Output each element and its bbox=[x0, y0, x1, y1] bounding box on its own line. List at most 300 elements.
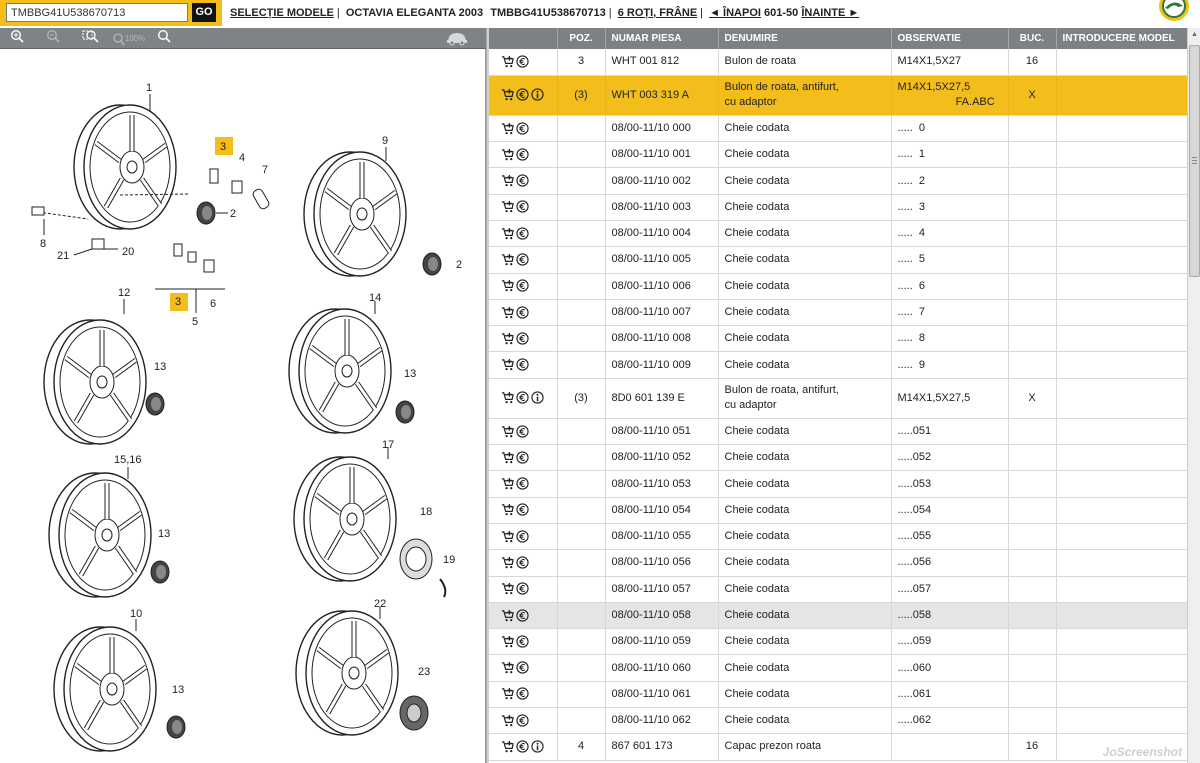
cell-part-number: 8D0 601 139 E bbox=[605, 378, 718, 418]
zoom-out-icon[interactable] bbox=[44, 29, 62, 48]
callout-label: 8 bbox=[40, 238, 47, 250]
vin-input[interactable] bbox=[6, 3, 188, 22]
cell-name: Cheie codata bbox=[718, 142, 891, 168]
cell-observation: ..... 2 bbox=[891, 168, 1008, 194]
watermark: JoScreenshot bbox=[1102, 745, 1182, 759]
row-actions bbox=[489, 655, 557, 681]
cell-part-number: 08/00-11/10 008 bbox=[605, 326, 718, 352]
cell-name: Cheie codata bbox=[718, 576, 891, 602]
cell-part-number: 08/00-11/10 061 bbox=[605, 681, 718, 707]
price-euro-icon[interactable] bbox=[516, 740, 531, 752]
add-to-cart-icon[interactable] bbox=[501, 556, 516, 568]
breadcrumb-vin: TMBBG41U538670713 bbox=[490, 7, 606, 19]
cell-qty bbox=[1008, 299, 1056, 325]
table-row[interactable] bbox=[489, 708, 1187, 734]
add-to-cart-icon[interactable] bbox=[501, 478, 516, 490]
cell-part-number: 08/00-11/10 054 bbox=[605, 497, 718, 523]
add-to-cart-icon[interactable] bbox=[501, 662, 516, 674]
cell-part-number: 08/00-11/10 002 bbox=[605, 168, 718, 194]
cell-qty bbox=[1008, 708, 1056, 734]
table-row[interactable] bbox=[489, 497, 1187, 523]
add-to-cart-icon[interactable] bbox=[501, 635, 516, 647]
callout-label: 3 bbox=[175, 296, 182, 308]
cell-model-intro bbox=[1056, 168, 1187, 194]
row-actions bbox=[489, 142, 557, 168]
cell-poz bbox=[557, 273, 605, 299]
cell-name: Cheie codata bbox=[718, 471, 891, 497]
breadcrumb-model: OCTAVIA ELEGANTA 2003 bbox=[345, 7, 484, 19]
add-to-cart-icon[interactable] bbox=[501, 583, 516, 595]
cell-name: Cheie codata bbox=[718, 299, 891, 325]
cell-part-number: 867 601 173 bbox=[605, 734, 718, 760]
add-to-cart-icon[interactable] bbox=[501, 451, 516, 463]
scroll-up-icon[interactable]: ▲ bbox=[1191, 31, 1198, 38]
cell-model-intro bbox=[1056, 326, 1187, 352]
zoom-100-button[interactable] bbox=[112, 29, 146, 48]
cell-name: Cheie codata bbox=[718, 168, 891, 194]
cell-poz: (3) bbox=[557, 378, 605, 418]
wheel-9 bbox=[304, 152, 406, 276]
cell-part-number: 08/00-11/10 055 bbox=[605, 523, 718, 549]
cell-poz bbox=[557, 602, 605, 628]
table-row[interactable] bbox=[489, 142, 1187, 168]
cell-observation: .....052 bbox=[891, 445, 1008, 471]
table-row[interactable] bbox=[489, 655, 1187, 681]
cell-model-intro bbox=[1056, 352, 1187, 378]
wheel-22 bbox=[296, 611, 398, 735]
table-row[interactable] bbox=[489, 418, 1187, 444]
callout-label: 13 bbox=[158, 528, 171, 540]
row-actions bbox=[489, 734, 557, 760]
cell-model-intro bbox=[1056, 629, 1187, 655]
add-to-cart-icon[interactable] bbox=[501, 55, 516, 67]
diagram-toolbar bbox=[0, 28, 486, 49]
add-to-cart-icon[interactable] bbox=[501, 609, 516, 621]
cell-poz bbox=[557, 142, 605, 168]
cell-name: Cheie codata bbox=[718, 629, 891, 655]
forward-link[interactable]: ÎNAINTE ► bbox=[801, 7, 860, 19]
add-to-cart-icon[interactable] bbox=[501, 530, 516, 542]
cell-model-intro bbox=[1056, 273, 1187, 299]
cell-name: Cheie codata bbox=[718, 115, 891, 141]
add-to-cart-icon[interactable] bbox=[501, 253, 516, 265]
add-to-cart-icon[interactable] bbox=[501, 89, 516, 101]
cell-qty bbox=[1008, 576, 1056, 602]
cell-name: Bulon de roata, antifurt, cu adaptor bbox=[718, 378, 891, 418]
table-row[interactable] bbox=[489, 734, 1187, 760]
wheel-17 bbox=[294, 457, 396, 581]
cell-part-number: 08/00-11/10 051 bbox=[605, 418, 718, 444]
cell-poz bbox=[557, 220, 605, 246]
info-icon[interactable] bbox=[531, 740, 546, 752]
cell-poz bbox=[557, 194, 605, 220]
price-euro-icon[interactable] bbox=[516, 530, 531, 542]
cell-qty bbox=[1008, 445, 1056, 471]
cell-part-number: 08/00-11/10 004 bbox=[605, 220, 718, 246]
table-header bbox=[489, 28, 1187, 49]
cell-qty: 16 bbox=[1008, 49, 1056, 75]
row-actions bbox=[489, 629, 557, 655]
cell-name: Capac prezon roata bbox=[718, 734, 891, 760]
row-actions bbox=[489, 168, 557, 194]
col-poz[interactable]: POZ. bbox=[557, 28, 605, 49]
add-to-cart-icon[interactable] bbox=[501, 359, 516, 371]
table-row[interactable] bbox=[489, 629, 1187, 655]
cell-observation: M14X1,5X27 bbox=[891, 49, 1008, 75]
skoda-logo bbox=[1154, 0, 1194, 26]
row-actions bbox=[489, 247, 557, 273]
row-actions bbox=[489, 194, 557, 220]
cell-part-number: 08/00-11/10 057 bbox=[605, 576, 718, 602]
cell-qty bbox=[1008, 471, 1056, 497]
price-euro-icon[interactable] bbox=[516, 55, 531, 67]
cell-qty bbox=[1008, 550, 1056, 576]
breadcrumb: SELECȚIE MODELE | OCTAVIA ELEGANTA 2003 TMBBG41U538670713 | 6 ROȚI, FRÂNE | ◄ ÎNAPOI 601-50 ÎNAINTE ► bbox=[230, 7, 860, 19]
cell-model-intro bbox=[1056, 194, 1187, 220]
breadcrumb-group[interactable]: 6 ROȚI, FRÂNE bbox=[617, 7, 698, 19]
callout-label: 19 bbox=[443, 554, 456, 566]
cell-name: Cheie codata bbox=[718, 247, 891, 273]
add-to-cart-icon[interactable] bbox=[501, 392, 516, 404]
cell-qty bbox=[1008, 326, 1056, 352]
row-actions bbox=[489, 326, 557, 352]
cell-model-intro bbox=[1056, 708, 1187, 734]
cell-observation bbox=[891, 734, 1008, 760]
price-euro-icon[interactable] bbox=[516, 714, 531, 726]
row-actions bbox=[489, 75, 557, 115]
callout-label: 21 bbox=[57, 250, 70, 262]
cell-qty bbox=[1008, 168, 1056, 194]
table-row[interactable] bbox=[489, 550, 1187, 576]
cell-qty bbox=[1008, 247, 1056, 273]
cell-poz bbox=[557, 681, 605, 707]
add-to-cart-icon[interactable] bbox=[501, 504, 516, 516]
cell-observation: ..... 0 bbox=[891, 115, 1008, 141]
row-actions bbox=[489, 497, 557, 523]
col-observation[interactable]: OBSERVATIE bbox=[891, 28, 1008, 49]
cell-part-number: 08/00-11/10 052 bbox=[605, 445, 718, 471]
cell-poz bbox=[557, 247, 605, 273]
scroll-thumb[interactable] bbox=[1189, 45, 1200, 277]
cell-poz bbox=[557, 655, 605, 681]
table-row[interactable] bbox=[489, 471, 1187, 497]
table-row[interactable] bbox=[489, 445, 1187, 471]
cell-model-intro bbox=[1056, 576, 1187, 602]
row-actions bbox=[489, 115, 557, 141]
cell-name: Cheie codata bbox=[718, 602, 891, 628]
parts-table bbox=[489, 28, 1187, 763]
cell-qty bbox=[1008, 523, 1056, 549]
add-to-cart-icon[interactable] bbox=[501, 122, 516, 134]
cell-name: Cheie codata bbox=[718, 418, 891, 444]
table-row[interactable] bbox=[489, 326, 1187, 352]
cell-qty: X bbox=[1008, 75, 1056, 115]
callout-label: 23 bbox=[418, 666, 431, 678]
cell-poz bbox=[557, 418, 605, 444]
table-row[interactable] bbox=[489, 299, 1187, 325]
wheel-10 bbox=[54, 627, 156, 751]
cell-model-intro bbox=[1056, 602, 1187, 628]
cell-observation: .....058 bbox=[891, 602, 1008, 628]
cell-part-number: 08/00-11/10 060 bbox=[605, 655, 718, 681]
add-to-cart-icon[interactable] bbox=[501, 332, 516, 344]
row-actions bbox=[489, 418, 557, 444]
row-actions bbox=[489, 220, 557, 246]
info-icon[interactable] bbox=[531, 392, 546, 404]
zoom-in-icon[interactable] bbox=[8, 29, 26, 48]
row-actions bbox=[489, 445, 557, 471]
price-euro-icon[interactable] bbox=[516, 662, 531, 674]
cell-observation: ..... 1 bbox=[891, 142, 1008, 168]
table-row[interactable] bbox=[489, 576, 1187, 602]
cell-poz bbox=[557, 445, 605, 471]
cell-model-intro bbox=[1056, 220, 1187, 246]
cell-name: Cheie codata bbox=[718, 220, 891, 246]
back-link[interactable]: ◄ ÎNAPOI bbox=[709, 7, 761, 19]
cell-name: Cheie codata bbox=[718, 326, 891, 352]
table-row[interactable] bbox=[489, 194, 1187, 220]
search-icon[interactable] bbox=[155, 29, 173, 48]
callout-label: 13 bbox=[172, 684, 185, 696]
cell-poz bbox=[557, 576, 605, 602]
cell-model-intro bbox=[1056, 418, 1187, 444]
cell-observation: ..... 7 bbox=[891, 299, 1008, 325]
table-row[interactable] bbox=[489, 273, 1187, 299]
table-row[interactable] bbox=[489, 75, 1187, 115]
price-euro-icon[interactable] bbox=[516, 425, 531, 437]
row-actions bbox=[489, 602, 557, 628]
go-button[interactable]: GO bbox=[192, 3, 216, 22]
price-euro-icon[interactable] bbox=[516, 609, 531, 621]
add-to-cart-icon[interactable] bbox=[501, 714, 516, 726]
col-model-intro[interactable]: INTRODUCERE MODEL bbox=[1056, 28, 1187, 49]
price-euro-icon[interactable] bbox=[516, 280, 531, 292]
table-row[interactable] bbox=[489, 681, 1187, 707]
cell-model-intro bbox=[1056, 445, 1187, 471]
cell-observation: .....060 bbox=[891, 655, 1008, 681]
price-euro-icon[interactable] bbox=[516, 478, 531, 490]
price-euro-icon[interactable] bbox=[516, 332, 531, 344]
cell-part-number: 08/00-11/10 059 bbox=[605, 629, 718, 655]
col-actions bbox=[489, 28, 557, 49]
price-euro-icon[interactable] bbox=[516, 359, 531, 371]
callout-label: 1 bbox=[146, 82, 153, 94]
add-to-cart-icon[interactable] bbox=[501, 201, 516, 213]
row-actions bbox=[489, 49, 557, 75]
table-scrollbar[interactable] bbox=[1187, 28, 1200, 763]
row-actions bbox=[489, 708, 557, 734]
cell-name: Bulon de roata bbox=[718, 49, 891, 75]
price-euro-icon[interactable] bbox=[516, 227, 531, 239]
table-row[interactable] bbox=[489, 49, 1187, 75]
row-actions bbox=[489, 550, 557, 576]
row-actions bbox=[489, 471, 557, 497]
cell-poz bbox=[557, 550, 605, 576]
cell-observation: .....053 bbox=[891, 471, 1008, 497]
cell-observation: ..... 5 bbox=[891, 247, 1008, 273]
cell-model-intro bbox=[1056, 497, 1187, 523]
row-actions bbox=[489, 378, 557, 418]
callout-label: 3 bbox=[220, 141, 227, 153]
cell-qty bbox=[1008, 602, 1056, 628]
wheel-illustration bbox=[0, 49, 486, 763]
table-row[interactable] bbox=[489, 168, 1187, 194]
cell-model-intro bbox=[1056, 247, 1187, 273]
cell-part-number: 08/00-11/10 056 bbox=[605, 550, 718, 576]
cell-qty bbox=[1008, 418, 1056, 444]
cell-observation: ..... 4 bbox=[891, 220, 1008, 246]
callout-label: 22 bbox=[374, 598, 387, 610]
add-to-cart-icon[interactable] bbox=[501, 306, 516, 318]
cell-poz bbox=[557, 497, 605, 523]
add-to-cart-icon[interactable] bbox=[501, 688, 516, 700]
cell-observation: .....062 bbox=[891, 708, 1008, 734]
cell-poz bbox=[557, 326, 605, 352]
zoom-100-label: 100% bbox=[124, 34, 146, 43]
price-euro-icon[interactable] bbox=[516, 392, 531, 404]
cell-model-intro bbox=[1056, 49, 1187, 75]
cell-poz bbox=[557, 299, 605, 325]
breadcrumb-code: 601-50 bbox=[764, 7, 799, 19]
info-icon[interactable] bbox=[531, 89, 546, 101]
cell-observation: M14X1,5X27,5 bbox=[891, 378, 1008, 418]
zoom-area-icon[interactable] bbox=[80, 29, 102, 48]
cell-qty bbox=[1008, 115, 1056, 141]
cell-qty bbox=[1008, 681, 1056, 707]
cell-qty bbox=[1008, 352, 1056, 378]
cell-observation: ..... 6 bbox=[891, 273, 1008, 299]
wheel-12 bbox=[44, 320, 146, 444]
price-euro-icon[interactable] bbox=[516, 201, 531, 213]
cell-part-number: 08/00-11/10 006 bbox=[605, 273, 718, 299]
price-euro-icon[interactable] bbox=[516, 688, 531, 700]
cell-observation: .....055 bbox=[891, 523, 1008, 549]
cell-observation: .....061 bbox=[891, 681, 1008, 707]
add-to-cart-icon[interactable] bbox=[501, 175, 516, 187]
cell-poz bbox=[557, 115, 605, 141]
callout-label: 18 bbox=[420, 506, 433, 518]
col-name[interactable]: DENUMIRE bbox=[718, 28, 891, 49]
wheel-15-16 bbox=[49, 473, 151, 597]
cell-model-intro bbox=[1056, 299, 1187, 325]
callout-label: 9 bbox=[382, 135, 389, 147]
parts-diagram[interactable] bbox=[0, 49, 486, 763]
table-row[interactable] bbox=[489, 220, 1187, 246]
table-row[interactable] bbox=[489, 352, 1187, 378]
cell-model-intro bbox=[1056, 471, 1187, 497]
cell-model-intro bbox=[1056, 142, 1187, 168]
cell-qty bbox=[1008, 497, 1056, 523]
price-euro-icon[interactable] bbox=[516, 175, 531, 187]
price-euro-icon[interactable] bbox=[516, 583, 531, 595]
price-euro-icon[interactable] bbox=[516, 635, 531, 647]
cell-qty bbox=[1008, 194, 1056, 220]
cell-poz bbox=[557, 352, 605, 378]
row-actions bbox=[489, 273, 557, 299]
cell-poz bbox=[557, 629, 605, 655]
price-euro-icon[interactable] bbox=[516, 253, 531, 265]
row-actions bbox=[489, 523, 557, 549]
table-row[interactable] bbox=[489, 523, 1187, 549]
wheel-14 bbox=[289, 309, 391, 433]
wheel-1 bbox=[74, 105, 176, 229]
cell-observation: M14X1,5X27,5 FA.ABC bbox=[891, 75, 1008, 115]
cell-qty: 16 bbox=[1008, 734, 1056, 760]
car-icon[interactable] bbox=[446, 30, 468, 46]
price-euro-icon[interactable] bbox=[516, 148, 531, 160]
cell-poz: 4 bbox=[557, 734, 605, 760]
callout-label: 4 bbox=[239, 152, 246, 164]
cell-qty bbox=[1008, 273, 1056, 299]
cell-observation: .....057 bbox=[891, 576, 1008, 602]
callout-label: 20 bbox=[122, 246, 135, 258]
table-row[interactable] bbox=[489, 378, 1187, 418]
col-qty[interactable]: BUC. bbox=[1008, 28, 1056, 49]
price-euro-icon[interactable] bbox=[516, 89, 531, 101]
cell-qty: X bbox=[1008, 378, 1056, 418]
cell-poz bbox=[557, 523, 605, 549]
add-to-cart-icon[interactable] bbox=[501, 740, 516, 752]
cell-name: Cheie codata bbox=[718, 352, 891, 378]
col-part-number[interactable]: NUMAR PIESA bbox=[605, 28, 718, 49]
callout-label: 10 bbox=[130, 608, 143, 620]
table-row[interactable] bbox=[489, 602, 1187, 628]
cell-poz bbox=[557, 471, 605, 497]
cell-observation: .....059 bbox=[891, 629, 1008, 655]
cell-name: Cheie codata bbox=[718, 681, 891, 707]
price-euro-icon[interactable] bbox=[516, 451, 531, 463]
cell-part-number: WHT 001 812 bbox=[605, 49, 718, 75]
add-to-cart-icon[interactable] bbox=[501, 425, 516, 437]
price-euro-icon[interactable] bbox=[516, 504, 531, 516]
cell-qty bbox=[1008, 655, 1056, 681]
callout-label: 2 bbox=[230, 208, 237, 220]
cell-qty bbox=[1008, 142, 1056, 168]
cell-part-number: 08/00-11/10 003 bbox=[605, 194, 718, 220]
cell-part-number: 08/00-11/10 005 bbox=[605, 247, 718, 273]
price-euro-icon[interactable] bbox=[516, 556, 531, 568]
cell-poz bbox=[557, 708, 605, 734]
breadcrumb-select-model[interactable]: SELECȚIE MODELE bbox=[230, 7, 334, 19]
cell-name: Cheie codata bbox=[718, 194, 891, 220]
price-euro-icon[interactable] bbox=[516, 122, 531, 134]
row-actions bbox=[489, 681, 557, 707]
row-actions bbox=[489, 576, 557, 602]
cell-part-number: 08/00-11/10 001 bbox=[605, 142, 718, 168]
add-to-cart-icon[interactable] bbox=[501, 227, 516, 239]
cell-name: Cheie codata bbox=[718, 550, 891, 576]
cell-part-number: 08/00-11/10 007 bbox=[605, 299, 718, 325]
cell-name: Cheie codata bbox=[718, 708, 891, 734]
add-to-cart-icon[interactable] bbox=[501, 148, 516, 160]
cell-poz bbox=[557, 168, 605, 194]
table-row[interactable] bbox=[489, 247, 1187, 273]
cell-part-number: 08/00-11/10 062 bbox=[605, 708, 718, 734]
cell-part-number: 08/00-11/10 058 bbox=[605, 602, 718, 628]
callout-label: 15,16 bbox=[114, 454, 142, 466]
cell-poz: 3 bbox=[557, 49, 605, 75]
cell-part-number: WHT 003 319 A bbox=[605, 75, 718, 115]
price-euro-icon[interactable] bbox=[516, 306, 531, 318]
row-actions bbox=[489, 299, 557, 325]
table-row[interactable] bbox=[489, 115, 1187, 141]
callout-label: 2 bbox=[456, 259, 463, 271]
add-to-cart-icon[interactable] bbox=[501, 280, 516, 292]
cell-name: Cheie codata bbox=[718, 523, 891, 549]
cell-observation: .....054 bbox=[891, 497, 1008, 523]
cell-qty bbox=[1008, 629, 1056, 655]
callout-label: 14 bbox=[369, 292, 382, 304]
